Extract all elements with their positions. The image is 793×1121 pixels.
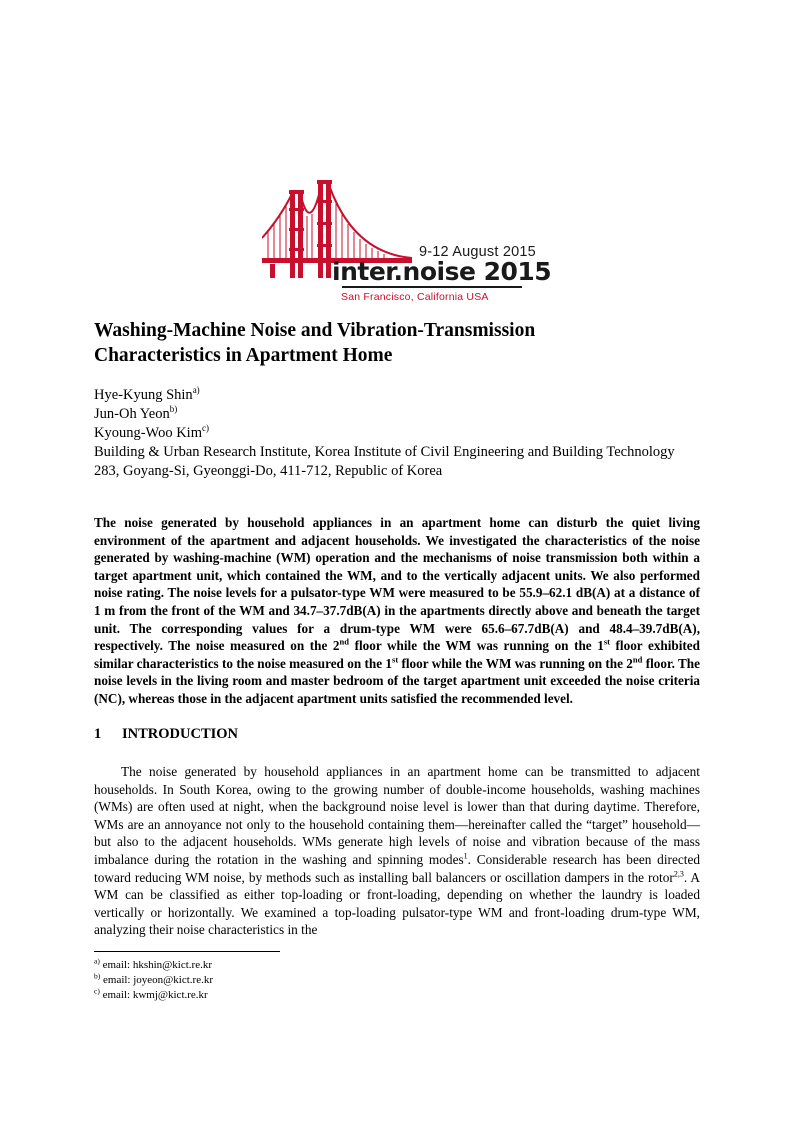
citation: 1 bbox=[463, 851, 468, 861]
footnote bbox=[94, 988, 213, 1003]
conference-date: 9-12 August 2015 bbox=[419, 244, 536, 260]
author-mark: b) bbox=[169, 404, 178, 415]
author bbox=[94, 424, 700, 443]
body-text: . A WM can be classified as either top-loading or front-loading, depending on whether the laundry is loaded vertically or horizontally. We examined a top-loading pulsator-type WM and front-loading drum-type WM, analyzing their noise characteristics in the bbox=[94, 869, 700, 938]
title-line: Washing-Machine Noise and Vibration-Transmission bbox=[94, 320, 536, 341]
footnote bbox=[94, 973, 213, 988]
ordinal-suffix: st bbox=[603, 636, 610, 647]
footnote-text: email: joyeon@kict.re.kr bbox=[100, 974, 214, 986]
author-mark: a) bbox=[192, 385, 200, 396]
abstract-text: floor while the WM was running on the 1 bbox=[349, 638, 604, 654]
section-heading bbox=[94, 726, 238, 743]
address: 283, Goyang-Si, Gyeonggi-Do, 411-712, Republic of Korea bbox=[94, 463, 443, 479]
footnote-mark: c) bbox=[94, 986, 100, 996]
footnote-text: email: kwmj@kict.re.kr bbox=[99, 989, 208, 1001]
section-title: INTRODUCTION bbox=[122, 726, 239, 742]
body-text: The noise generated by household appliances in an apartment home can be transmitted to adjacent households. In South Korea, owing to the growing number of double-income households, washing machines (WMs) are often used at night, when the background noise level is lower than that during daytime. Therefore, WMs are an annoyance not only to the household containing them—hereinafter called the “target” household—but also to the adjacent households. WMs generate high levels of noise and vibration because of the mass imbalance during the rotation in the washing and spinning modes bbox=[94, 764, 700, 867]
introduction-paragraph bbox=[94, 763, 700, 939]
abstract-text: The noise generated by household appliances in an apartment home can disturb the quiet living environment of the apartment and adjacent households. We investigated the characteristics of the noise generated by washing-machine (WM) operation and the mechanisms of noise transmission both within a target apartment unit, which contained the WM, and to the vertically adjacent units. We also performed noise rating. The noise levels for a pulsator-type WM were measured to be 55.9–62.1 dB(A) at a distance of 1 m from the front of the WM and 34.7–37.7dB(A) in the apartments directly above and beneath the target unit. The corresponding values for a drum-type WM were 65.6–67.7dB(A) and 48.4–39.7dB(A), respectively. The noise measured on the 2 bbox=[94, 515, 700, 654]
author-mark: c) bbox=[201, 423, 209, 434]
author-name: Hye-Kyung Shin bbox=[94, 387, 193, 403]
footnote-divider bbox=[94, 951, 280, 952]
footnote bbox=[94, 958, 213, 973]
citation: 2,3 bbox=[673, 869, 684, 879]
abstract-text: floor exhibited similar characteristics to the noise measured on the 1 bbox=[94, 638, 700, 671]
footnote-mark: a) bbox=[94, 956, 100, 966]
author-name: Jun-Oh Yeon bbox=[94, 406, 170, 422]
abstract bbox=[94, 514, 700, 708]
abstract-text: floor. The noise levels in the living room and master bedroom of the target apartment unit exceeded the noise criteria (NC), whereas those in the adjacent apartment units satisfied the recommended level. bbox=[94, 655, 700, 706]
author bbox=[94, 386, 700, 405]
conference-location: San Francisco, California USA bbox=[341, 291, 489, 303]
body-text: . Considerable research has been directed toward reducing WM noise, by methods such as installing ball balancers or oscillation dampers in the rotor bbox=[94, 851, 700, 885]
author-name: Kyoung-Woo Kim bbox=[94, 425, 202, 441]
ordinal-suffix: nd bbox=[632, 654, 643, 665]
author bbox=[94, 405, 700, 424]
ordinal-suffix: st bbox=[392, 654, 399, 665]
footnotes bbox=[94, 958, 213, 1003]
footnote-mark: b) bbox=[94, 971, 101, 981]
conference-name: inter.noise 2015 bbox=[332, 257, 552, 286]
paper-title bbox=[94, 318, 654, 368]
title-line: Characteristics in Apartment Home bbox=[94, 345, 393, 366]
author-block bbox=[94, 386, 700, 481]
golden-gate-bridge-icon bbox=[262, 178, 532, 306]
section-number: 1 bbox=[94, 726, 102, 742]
ordinal-suffix: nd bbox=[339, 636, 349, 647]
conference-logo bbox=[262, 178, 552, 306]
abstract-text: floor while the WM was running on the 2 bbox=[398, 655, 633, 671]
affiliation: Building & Urban Research Institute, Korea Institute of Civil Engineering and Building Technology bbox=[94, 444, 675, 460]
footnote-text: email: hkshin@kict.re.kr bbox=[99, 959, 212, 971]
